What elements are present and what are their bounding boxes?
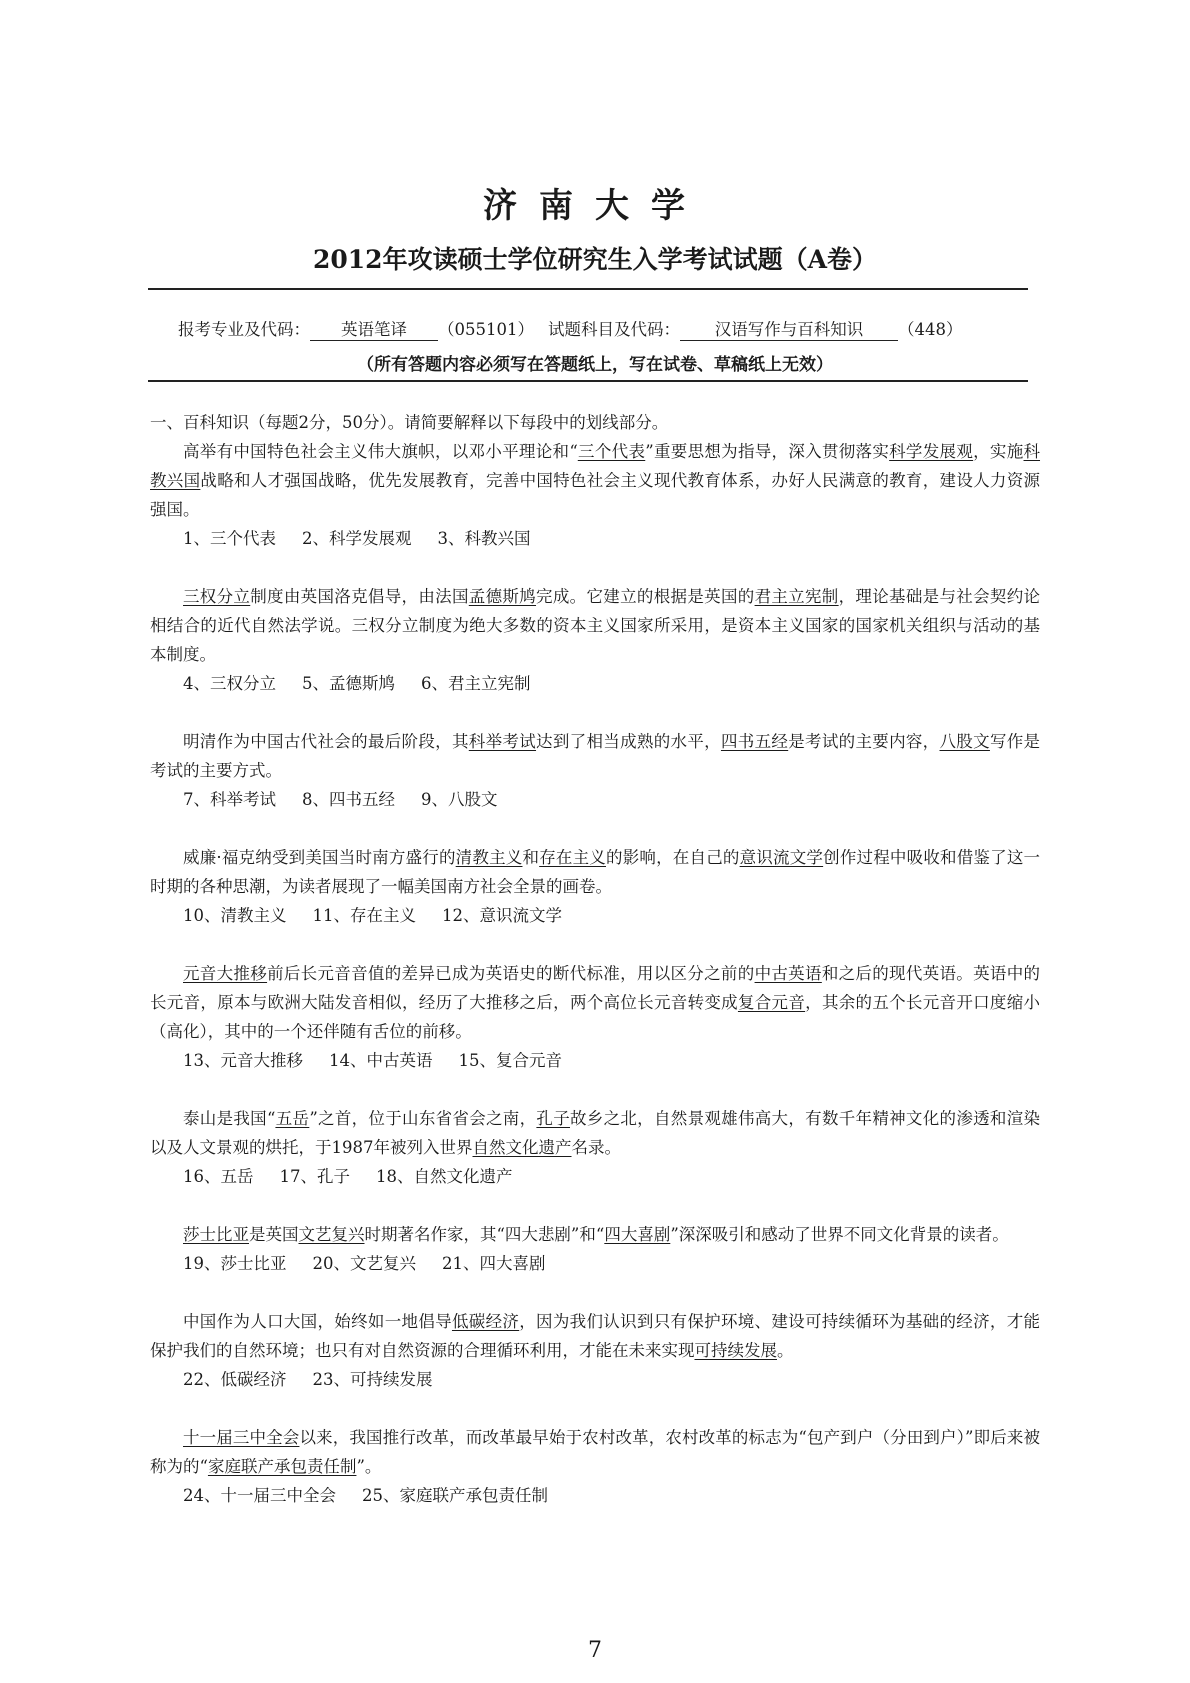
question-item: 12、意识流文学 xyxy=(442,906,562,925)
question-item: 20、文艺复兴 xyxy=(312,1254,416,1273)
answer-notice: （所有答题内容必须写在答题纸上，写在试卷、草稿纸上无效） xyxy=(357,355,833,375)
passage-segment: 是英国 xyxy=(249,1225,299,1244)
passage-segment: 故乡之北，自然景观雄伟高大，有数千年精神文化的渗透和渲染以及人文景观的烘托，于1987年被列入世界 xyxy=(150,1109,1041,1157)
underlined-term: 四大喜剧 xyxy=(604,1225,671,1244)
underlined-term: 清教主义 xyxy=(455,848,523,867)
passage-segment: ”重要思想为指导，深入贯彻落实 xyxy=(645,442,890,461)
underlined-term: 科举考试 xyxy=(468,732,537,751)
question-items xyxy=(183,524,1040,553)
passage-block xyxy=(150,959,1040,1075)
passage-segment: ，实施 xyxy=(973,442,1024,461)
passage-text xyxy=(150,1307,1040,1365)
passage-segment: 完成。它建立的根据是英国的 xyxy=(536,587,755,606)
underlined-term: 五岳 xyxy=(275,1109,310,1128)
underlined-term: 存在主义 xyxy=(539,848,606,867)
question-item: 14、中古英语 xyxy=(329,1051,433,1070)
question-item: 6、君主立宪制 xyxy=(421,674,531,693)
question-item: 4、三权分立 xyxy=(183,674,276,693)
header-rule-top xyxy=(148,288,1028,290)
major-value: 英语笔译 xyxy=(310,316,438,341)
underlined-term: 可持续发展 xyxy=(694,1341,777,1360)
underlined-term: 文艺复兴 xyxy=(298,1225,365,1244)
passage-segment: ”深深吸引和感动了世界不同文化背景的读者。 xyxy=(670,1225,1009,1244)
underlined-term: 中古英语 xyxy=(754,964,822,983)
question-item: 9、八股文 xyxy=(421,790,498,809)
passage-block xyxy=(150,582,1040,698)
passage-segment: 以来，我国推行改革，而改革最早始于农村改革，农村改革的标志为“包产到户（分田到户）”即后来被称为的“ xyxy=(150,1428,1041,1476)
question-item: 24、十一届三中全会 xyxy=(183,1486,336,1505)
header-rule-bottom xyxy=(148,380,1028,382)
underlined-term: 家庭联产承包责任制 xyxy=(207,1457,357,1476)
passage-text xyxy=(150,437,1040,524)
question-item: 1、三个代表 xyxy=(183,529,276,548)
question-item: 25、家庭联产承包责任制 xyxy=(362,1486,548,1505)
underlined-term: 孟德斯鸠 xyxy=(468,587,537,606)
question-items xyxy=(183,669,1040,698)
passage-text xyxy=(150,727,1040,785)
question-item: 19、莎士比亚 xyxy=(183,1254,287,1273)
question-items xyxy=(183,1481,1040,1510)
question-item: 17、孔子 xyxy=(279,1167,350,1186)
passage-segment: 时期著名作家，其“四大悲剧”和“ xyxy=(364,1225,605,1244)
underlined-term: 莎士比亚 xyxy=(183,1225,249,1244)
question-item: 15、复合元音 xyxy=(458,1051,562,1070)
section-heading: 一、百科知识（每题2分，50分）。请简要解释以下每段中的划线部分。 xyxy=(150,413,669,432)
passage-text xyxy=(150,582,1040,669)
passage-text xyxy=(150,843,1040,901)
passage-block xyxy=(150,1423,1040,1510)
passage-segment: 。 xyxy=(777,1341,794,1360)
underlined-term: 孔子 xyxy=(536,1109,570,1128)
question-item: 5、孟德斯鸠 xyxy=(302,674,395,693)
section-encyclopedia xyxy=(150,408,1040,1539)
question-item: 2、科学发展观 xyxy=(302,529,412,548)
subject-value: 汉语写作与百科知识 xyxy=(680,316,898,341)
passage-segment: ”之首，位于山东省省会之南， xyxy=(309,1109,537,1128)
underlined-term: 元音大推移 xyxy=(183,964,268,983)
question-item: 21、四大喜剧 xyxy=(442,1254,546,1273)
underlined-term: 三权分立 xyxy=(183,587,251,606)
passage-block xyxy=(150,1220,1040,1278)
underlined-term: 八股文 xyxy=(939,732,990,751)
passage-segment: 前后长元音音值的差异已成为英语史的断代标准，用以区分之前的 xyxy=(267,964,755,983)
passage-text xyxy=(150,959,1040,1046)
passage-segment: 的影响，在自己的 xyxy=(606,848,740,867)
question-item: 3、科教兴国 xyxy=(437,529,531,548)
exam-title: 2012年攻读硕士学位研究生入学考试试题（A卷） xyxy=(313,245,877,274)
major-label: 报考专业及代码： xyxy=(178,320,310,339)
underlined-term: 复合元音 xyxy=(737,993,806,1012)
underlined-term: 低碳经济 xyxy=(451,1312,520,1331)
question-item: 16、五岳 xyxy=(183,1167,254,1186)
passage-segment: 名录。 xyxy=(571,1138,621,1157)
passage-segment: ”。 xyxy=(356,1457,382,1476)
passage-segment: 中国作为人口大国，始终如一地倡导 xyxy=(183,1312,452,1331)
question-item: 8、四书五经 xyxy=(302,790,395,809)
underlined-term: 四书五经 xyxy=(720,732,789,751)
question-items xyxy=(183,1046,1040,1075)
passage-text xyxy=(150,1220,1040,1249)
question-items xyxy=(183,785,1040,814)
passage-segment: 战略和人才强国战略，优先发展教育，完善中国特色社会主义现代教育体系，办好人民满意的教育，建设人力资源强国。 xyxy=(150,471,1041,519)
passage-segment: ，其余的五个长元音开口度缩小（高化），其中的一个还伴随有舌位的前移。 xyxy=(150,993,1041,1041)
passage-segment: 创作过程中吸收和借鉴了这一时期的各种思潮，为读者展现了一幅美国南方社会全景的画卷。 xyxy=(150,848,1041,896)
underlined-term: 科教兴国 xyxy=(150,442,1041,490)
passage-segment: 明清作为中国古代社会的最后阶段，其 xyxy=(183,732,469,751)
question-items xyxy=(183,901,1040,930)
passage-segment: 写作是考试的主要方式。 xyxy=(150,732,1041,780)
subject-code: （448） xyxy=(898,320,963,339)
question-item: 13、元音大推移 xyxy=(183,1051,303,1070)
passage-block xyxy=(150,1104,1040,1191)
passage-block xyxy=(150,727,1040,814)
question-item: 18、自然文化遗产 xyxy=(376,1167,513,1186)
passage-list xyxy=(150,437,1040,1510)
underlined-term: 君主立宪制 xyxy=(754,587,839,606)
question-items xyxy=(183,1162,1040,1191)
passage-segment: 威廉·福克纳受到美国当时南方盛行的 xyxy=(183,848,456,867)
passage-segment: 和之后的现代英语。英语中的长元音，原本与欧洲大陆发音相似，经历了大推移之后，两个高位长元音转变成 xyxy=(150,964,1041,1012)
passage-segment: 泰山是我国“ xyxy=(183,1109,276,1128)
subject-label: 试题科目及代码： xyxy=(548,320,680,339)
passage-segment: 和 xyxy=(522,848,540,867)
underlined-term: 自然文化遗产 xyxy=(472,1138,572,1157)
question-item: 10、清教主义 xyxy=(183,906,287,925)
question-item: 11、存在主义 xyxy=(312,906,416,925)
question-items xyxy=(183,1249,1040,1278)
major-code: （055101） xyxy=(438,320,534,339)
underlined-term: 意识流文学 xyxy=(739,848,824,867)
passage-block xyxy=(150,1307,1040,1394)
question-item: 7、科举考试 xyxy=(183,790,276,809)
passage-text xyxy=(150,1423,1040,1481)
passage-segment: 是考试的主要内容， xyxy=(788,732,940,751)
university-name: 济南大学 xyxy=(483,186,707,226)
page-number: 7 xyxy=(588,1638,602,1663)
underlined-term: 三个代表 xyxy=(577,442,646,461)
passage-segment: 达到了相当成熟的水平， xyxy=(536,732,721,751)
passage-segment: 制度由英国洛克倡导，由法国 xyxy=(250,587,469,606)
passage-block xyxy=(150,437,1040,553)
passage-text xyxy=(150,1104,1040,1162)
passage-segment: ，理论基础是与社会契约论相结合的近代自然法学说。三权分立制度为绝大多数的资本主义国家所采用，是资本主义国家的国家机关组织与活动的基本制度。 xyxy=(150,587,1041,664)
question-items xyxy=(183,1365,1040,1394)
passage-segment: 高举有中国特色社会主义伟大旗帜，以邓小平理论和“ xyxy=(183,442,578,461)
underlined-term: 科学发展观 xyxy=(889,442,974,461)
underlined-term: 十一届三中全会 xyxy=(183,1428,300,1447)
passage-block xyxy=(150,843,1040,930)
question-item: 22、低碳经济 xyxy=(183,1370,287,1389)
exam-meta xyxy=(178,316,963,341)
question-item: 23、可持续发展 xyxy=(312,1370,433,1389)
passage-segment: ，因为我们认识到只有保护环境、建设可持续循环为基础的经济，才能保护我们的自然环境；也只有对自然资源的合理循环利用，才能在未来实现 xyxy=(150,1312,1041,1360)
